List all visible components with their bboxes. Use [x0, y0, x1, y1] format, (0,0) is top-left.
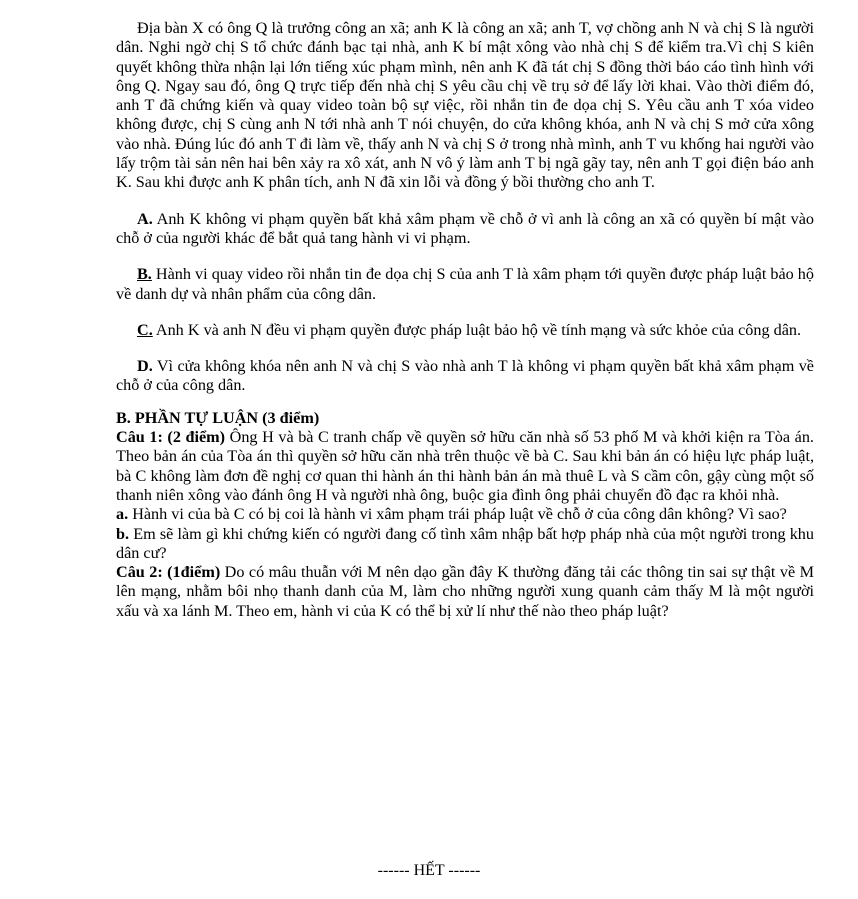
scenario-paragraph: Địa bàn X có ông Q là trưởng công an xã; anh K là công an xã; anh T, vợ chồng anh N và chị S là người dân. Nghi ngờ chị S tổ chức đánh bạc tại nhà, anh K bí mật xông vào nhà chị S để kiểm tra.Vì chị S kiên quyết không thừa nhận lại lớn tiếng xúc phạm mình, nên anh K đã tát chị S đồng thời báo cáo tình hình với ông Q. Ngay sau đó, ông Q trực tiếp đến nhà chị S yêu cầu chị về trụ sở để lấy lời khai. Vào thời điểm đó, anh T đã chứng kiến và quay video toàn bộ sự việc, rồi nhắn tin đe dọa chị S. Yêu cầu anh T xóa video không được, chị S cùng anh N tới nhà anh T nói chuyện, do cửa không khóa, anh N và chị S mở cửa xông vào nhà. Đúng lúc đó anh T đi làm về, thấy anh N và chị S ở trong nhà mình, anh T vu khống hai người vào lấy trộm tài sản nên hai bên xảy ra xô xát, anh N vô ý làm anh T bị ngã gãy tay, nên anh T gọi điện báo anh K. Sau khi được anh K phân tích, anh N đã xin lỗi và đồng ý bồi thường cho anh T.	[116, 19, 814, 192]
option-d-text: Vì cửa không khóa nên anh N và chị S vào nhà anh T là không vi phạm quyền bất khả xâm phạm về chỗ ở của công dân.	[116, 357, 814, 395]
option-c-text: Anh K và anh N đều vi phạm quyền được pháp luật bảo hộ về tính mạng và sức khỏe của công dân.	[152, 320, 802, 339]
question-1a	[116, 505, 814, 524]
question-1-text: Ông H và bà C tranh chấp về quyền sở hữu căn nhà số 53 phố M và khởi kiện ra Tòa án. Theo bản án của Tòa án thì quyền sở hữu căn nhà trên thuộc về bà C. Sau khi bản án có hiệu lực pháp luật, bà C không làm đơn đề nghị cơ quan thi hành án thi hành bản án mà thuê L và S cầm côn, gậy cùng một số thanh niên xông vào đánh ông H và người nhà ông, buộc gia đình ông phải chuyển đồ đạc ra khỏi nhà.	[116, 428, 814, 504]
question-1b-label: b.	[116, 524, 130, 543]
option-b	[116, 265, 814, 304]
option-a	[116, 210, 814, 249]
question-2	[116, 563, 814, 621]
question-2-text: Do có mâu thuẫn với M nên dạo gần đây K thường đăng tải các thông tin sai sự thật về M lên mạng, nhằm bôi nhọ thanh danh của M, làm cho những người xung quanh cảm thấy M là một người xấu và xa lánh M. Theo em, hành vi của K có thể bị xử lí như thế nào theo pháp luật?	[116, 563, 814, 620]
option-c	[116, 321, 814, 340]
option-c-key: C.	[137, 320, 153, 339]
option-a-text: Anh K không vi phạm quyền bất khả xâm phạm về chỗ ở vì anh là công an xã có quyền bí mật vào chỗ ở của người khác để bắt quả tang hành vi vi phạm.	[116, 209, 814, 247]
section-b-title: B. PHẦN TỰ LUẬN (3 điểm)	[116, 408, 320, 427]
question-1-label: Câu 1: (2 điểm)	[116, 428, 226, 447]
option-d-key: D.	[137, 357, 153, 376]
option-b-key: B.	[137, 265, 152, 284]
option-d	[116, 357, 814, 396]
question-1b-text: Em sẽ làm gì khi chứng kiến có người đang cố tình xâm nhập bất hợp pháp nhà của một người trong khu dân cư?	[116, 524, 814, 562]
question-1	[116, 428, 814, 505]
question-1a-text: Hành vi của bà C có bị coi là hành vi xâm phạm trái pháp luật về chỗ ở của công dân không? Vì sao?	[128, 505, 787, 524]
question-1a-label: a.	[116, 505, 129, 524]
exam-page	[116, 19, 814, 621]
option-b-text: Hành vi quay video rồi nhắn tin đe dọa chị S của anh T là xâm phạm tới quyền được pháp luật bảo hộ về danh dự và nhân phẩm của công dân.	[116, 265, 814, 303]
question-1b	[116, 525, 814, 564]
end-marker: ------ HẾT ------	[377, 862, 481, 879]
question-2-label: Câu 2: (1điểm)	[116, 563, 221, 582]
option-a-key: A.	[137, 209, 153, 228]
